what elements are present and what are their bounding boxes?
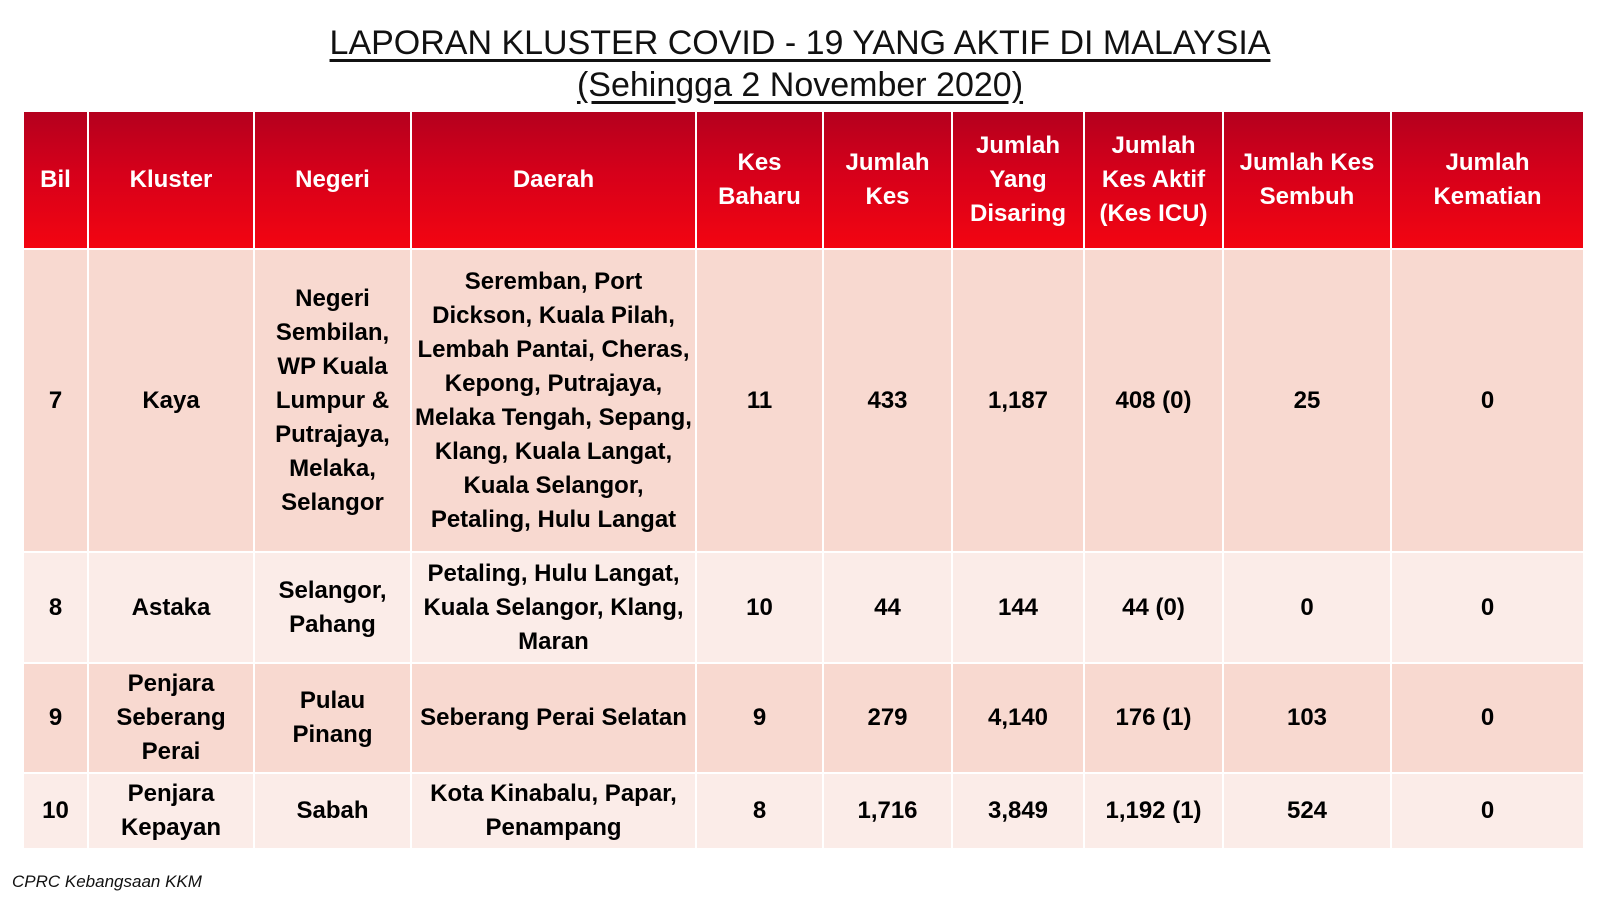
header-jumlah-kes: Jumlah Kes: [823, 111, 952, 249]
cell-daerah: Petaling, Hulu Langat, Kuala Selangor, Klang, Maran: [411, 552, 696, 663]
cell-jumlah-kes: 44: [823, 552, 952, 663]
cell-jumlah-disaring: 4,140: [952, 663, 1084, 773]
table-row: [23, 663, 1584, 773]
header-kluster: Kluster: [88, 111, 254, 249]
table-row: [23, 249, 1584, 552]
cell-daerah: Seremban, Port Dickson, Kuala Pilah, Lembah Pantai, Cheras, Kepong, Putrajaya, Melaka Tengah, Sepang, Klang, Kuala Langat, Kuala Selangor, Petaling, Hulu Langat: [411, 249, 696, 552]
header-negeri: Negeri: [254, 111, 411, 249]
table-row: [23, 773, 1584, 849]
cell-jumlah-kematian: 0: [1391, 773, 1584, 849]
cell-negeri: Pulau Pinang: [254, 663, 411, 773]
cell-kes-baharu: 10: [696, 552, 823, 663]
header-jumlah-disaring: Jumlah Yang Disaring: [952, 111, 1084, 249]
cell-bil: 9: [23, 663, 88, 773]
cell-jumlah-kematian: 0: [1391, 249, 1584, 552]
cell-daerah: Seberang Perai Selatan: [411, 663, 696, 773]
cell-jumlah-kes: 279: [823, 663, 952, 773]
cell-jumlah-aktif: 44 (0): [1084, 552, 1223, 663]
report-title-line1: LAPORAN KLUSTER COVID - 19 YANG AKTIF DI MALAYSIA: [329, 24, 1271, 62]
cell-jumlah-sembuh: 0: [1223, 552, 1391, 663]
cell-kluster: Penjara Seberang Perai: [88, 663, 254, 773]
cell-jumlah-sembuh: 103: [1223, 663, 1391, 773]
source-note: CPRC Kebangsaan KKM: [12, 872, 202, 891]
report-title-date: (Sehingga 2 November 2020): [576, 66, 1024, 104]
cell-kluster: Kaya: [88, 249, 254, 552]
cell-kluster: Penjara Kepayan: [88, 773, 254, 849]
header-jumlah-aktif: Jumlah Kes Aktif (Kes ICU): [1084, 111, 1223, 249]
cell-kes-baharu: 9: [696, 663, 823, 773]
cell-kluster: Astaka: [88, 552, 254, 663]
table-header-row: [23, 111, 1584, 249]
cell-jumlah-aktif: 408 (0): [1084, 249, 1223, 552]
cell-jumlah-kematian: 0: [1391, 663, 1584, 773]
cell-kes-baharu: 8: [696, 773, 823, 849]
cell-kes-baharu: 11: [696, 249, 823, 552]
cell-jumlah-sembuh: 25: [1223, 249, 1391, 552]
cell-jumlah-sembuh: 524: [1223, 773, 1391, 849]
cell-jumlah-kes: 1,716: [823, 773, 952, 849]
cell-negeri: Sabah: [254, 773, 411, 849]
cell-jumlah-disaring: 3,849: [952, 773, 1084, 849]
cell-jumlah-disaring: 144: [952, 552, 1084, 663]
cell-jumlah-aktif: 1,192 (1): [1084, 773, 1223, 849]
report-title: [0, 22, 1600, 106]
table-row: [23, 552, 1584, 663]
cell-jumlah-disaring: 1,187: [952, 249, 1084, 552]
cell-negeri: Selangor, Pahang: [254, 552, 411, 663]
header-bil: Bil: [23, 111, 88, 249]
cell-bil: 8: [23, 552, 88, 663]
cell-bil: 7: [23, 249, 88, 552]
cell-jumlah-aktif: 176 (1): [1084, 663, 1223, 773]
cell-jumlah-kes: 433: [823, 249, 952, 552]
header-daerah: Daerah: [411, 111, 696, 249]
cell-negeri: Negeri Sembilan, WP Kuala Lumpur & Putrajaya, Melaka, Selangor: [254, 249, 411, 552]
cell-bil: 10: [23, 773, 88, 849]
header-kes-baharu: Kes Baharu: [696, 111, 823, 249]
cell-daerah: Kota Kinabalu, Papar, Penampang: [411, 773, 696, 849]
header-jumlah-kematian: Jumlah Kematian: [1391, 111, 1584, 249]
cluster-table: [22, 110, 1585, 850]
header-jumlah-sembuh: Jumlah Kes Sembuh: [1223, 111, 1391, 249]
cell-jumlah-kematian: 0: [1391, 552, 1584, 663]
